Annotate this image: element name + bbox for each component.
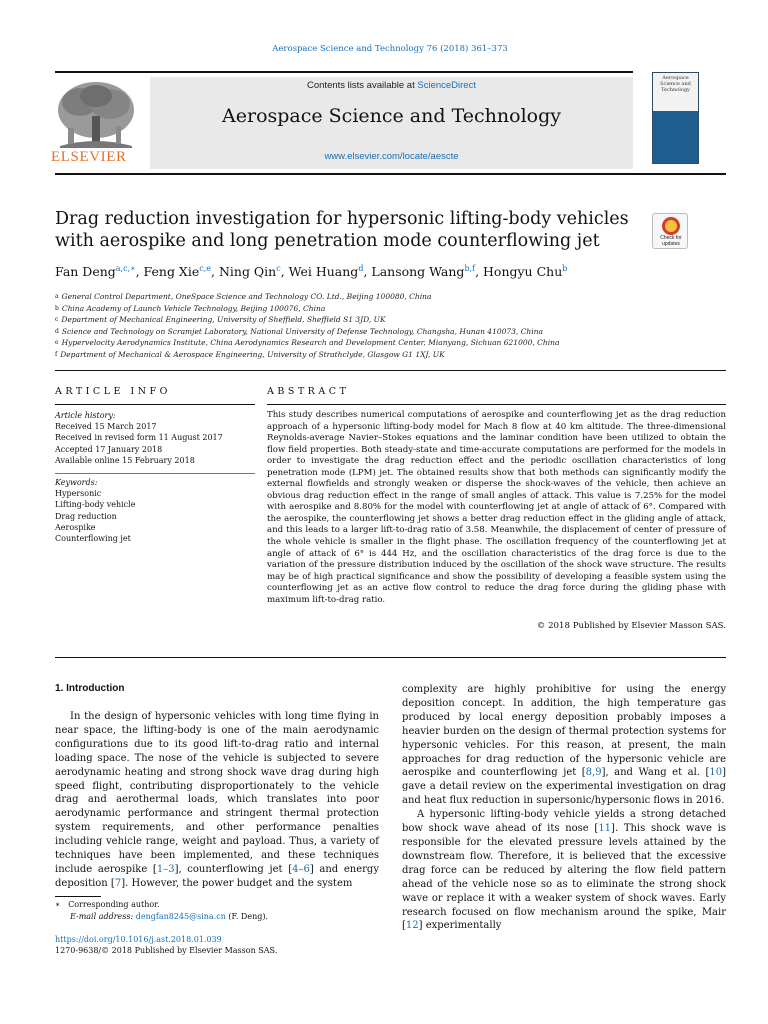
affiliation-text: General Control Department, OneSpace Science and Technology CO. Ltd., Beijing 100080, China: [61, 292, 432, 301]
intro-text: ], counterflowing jet [: [174, 863, 293, 875]
author-name[interactable]: Ning Qin: [218, 264, 277, 280]
keyword-item: Hypersonic: [55, 489, 102, 499]
citation-link[interactable]: 10: [709, 767, 723, 779]
keyword-item: Counterflowing jet: [55, 534, 131, 544]
contents-available-line: [150, 80, 633, 91]
citation-link[interactable]: 4–6: [292, 863, 310, 875]
history-label: Article history:: [55, 411, 116, 420]
citation-link[interactable]: 11: [598, 823, 612, 835]
intro-text: ]. However, the power budget and the system: [121, 877, 353, 889]
article-history: [55, 410, 255, 466]
history-divider: [55, 473, 255, 474]
intro-right-column: [402, 683, 726, 933]
keyword-item: Aerospike: [55, 522, 96, 532]
author-affil-marker[interactable]: d: [358, 264, 364, 273]
abstract-copyright: © 2018 Published by Elsevier Masson SAS.: [536, 621, 726, 631]
affiliation-item: [55, 337, 559, 349]
history-item: Received in revised form 11 August 2017: [55, 433, 223, 443]
author-list: [55, 264, 567, 279]
footnote-star: ∗: [55, 900, 61, 909]
author-name[interactable]: Wei Huang: [288, 264, 359, 280]
affiliation-item: [55, 303, 559, 315]
citation-link[interactable]: 7: [114, 877, 122, 889]
affiliation-label: c: [55, 316, 59, 324]
keywords: [55, 477, 255, 544]
affiliation-item: [55, 326, 559, 338]
issn-copyright: 1270-9638/© 2018 Published by Elsevier Masson SAS.: [55, 946, 278, 955]
journal-citation[interactable]: Aerospace Science and Technology 76 (2018) 361–373: [272, 44, 508, 54]
author-affil-marker[interactable]: c,e: [199, 264, 211, 273]
intro-paragraph: [402, 808, 726, 933]
author-affil-marker[interactable]: b,f: [464, 264, 476, 273]
history-item: Accepted 17 January 2018: [55, 444, 163, 454]
intro-text: ]. This shock wave is responsible for the elevated pressure levels attained by the downstream flow. Therefore, it is believed that the excessive drag force can be reduced by altering the flow field pattern ahead of the vehicle nose so as to eliminate the strong shock wave or replace it with a weaker system of shock waves. Early research focused on flow mechanism around the spike, Mair [: [402, 823, 726, 932]
affiliation-item: [55, 291, 559, 303]
affiliation-list: [55, 291, 559, 361]
section-heading-introduction: 1. Introduction: [55, 683, 125, 694]
footnote-corresponding: Corresponding author.: [68, 900, 160, 909]
article-info-underline: [55, 404, 255, 405]
affiliation-label: e: [55, 339, 59, 347]
affiliation-label: f: [55, 350, 58, 358]
sciencedirect-link[interactable]: ScienceDirect: [417, 80, 476, 91]
keyword-item: Lifting-body vehicle: [55, 500, 136, 510]
intro-text: ] and energy deposition [: [55, 863, 379, 889]
abstract-body: This study describes numerical computations of aerospike and counterflowing jet as the drag reduction approach of a hypersonic lifting-body model for Mach 8 flow at 40 km altitude. The three-dimensional Reynolds-average Navier–Stokes equations and the laminar condition have been utilized to obtain the flow field properties. Both steady-state and time-accurate computations are performed for the models in order to investigate the drag reduction effect and the periodic oscillation characteristics of long penetration mode (LPM) jet. The obtained results show that both methods can significantly modify the external flowfields and strongly weaken or disperse the shock-waves of the vehicle, then achieve an obvious drag reduction effect in the range of small angles of attack. This value is 7.25% for the model with aerospike and 8.80% for the model with counterflowing jet at angle of attack of 6°. Compared with the aerospike, the counterflowing jet shows a better drag reduction effect in the gliding angle of attack, and this leads to a larger lift-to-drag ratio of 3.58. Meanwhile, the displacement of center of pressure of the whole vehicle is smaller in the flight phase. The oscillation frequency of the counterflowing jet at angle of attack of 6° is 444 Hz, and the oscillation characteristics of the drag force is due to the variation of the pressure distribution induced by the oscillation of the shock wave structure. The results may be of high practical significance and show the possibility of developing a feasible system using the counterflowing jet as an active flow control to reduce the drag force during the gliding phase with maximum lift-to-drag ratio.: [267, 410, 726, 605]
keywords-label: Keywords:: [55, 478, 98, 487]
intro-text: In the design of hypersonic vehicles with long time flying in near space, the lifting-body is one of the main aerodynamic configurations due to its good lift-to-drag ratio and internal loading space. The nose of the vehicle is subjected to severe aerodynamic heating and strong shock wave drag during high speed flight, contributing disproportionately to the vehicle drag and aerothermal loads, which translates into poor aerodynamic performance and stringent thermal protection system requirements, and other performance penalties including vehicle range, weight and payload. Thus, a variety of techniques have been implemented, and these techniques include aerospike [: [55, 711, 379, 875]
author-name[interactable]: Feng Xie: [143, 264, 200, 280]
author-affil-marker[interactable]: a,c,∗: [115, 264, 136, 273]
intro-text: ] gave a detail review on the experimental investigation on drag and heat flux reduction in supersonic/hypersonic flows in 2016.: [402, 767, 726, 807]
footnote-line: [55, 899, 268, 911]
check-for-updates-badge[interactable]: [652, 213, 688, 249]
keyword-item: Drag reduction: [55, 511, 117, 521]
author-name[interactable]: Fan Deng: [55, 264, 116, 280]
author-separator: ,: [363, 264, 372, 280]
author-name[interactable]: Lansong Wang: [371, 264, 465, 280]
affiliation-label: b: [55, 304, 59, 312]
author-affil-marker[interactable]: c: [276, 264, 281, 273]
intro-paragraph: [402, 683, 726, 808]
affiliation-label: a: [55, 293, 59, 300]
citation-link[interactable]: 12: [405, 920, 419, 932]
author-affil-marker[interactable]: b: [562, 264, 568, 273]
article-info-heading: ARTICLE INFO: [55, 386, 171, 397]
paper-title: Drag reduction investigation for hypersonic lifting-body vehicles with aerospike and long penetration mode counterflowing jet: [55, 209, 629, 251]
affiliation-item: [55, 349, 559, 361]
author-name[interactable]: Hongyu Chu: [483, 264, 563, 280]
check-updates-label: Check for updates: [660, 235, 682, 247]
affiliation-text: Department of Mechanical & Aerospace Engineering, University of Strathclyde, Glasgow G1 1XJ, UK: [60, 349, 445, 359]
journal-url-link[interactable]: www.elsevier.com/locate/aescte: [324, 151, 459, 162]
history-item: Available online 15 February 2018: [55, 455, 195, 465]
author-separator: ,: [280, 264, 289, 280]
affiliation-label: d: [55, 327, 59, 335]
cover-title: Aerospace Science and Technology: [660, 75, 691, 93]
footnote-rule: [55, 896, 101, 897]
intro-text: A hypersonic lifting-body vehicle yields a strong detached bow shock wave ahead of its nose [: [402, 809, 726, 835]
footnote-email-label: E-mail address:: [70, 912, 136, 921]
intro-left-column: [55, 710, 379, 891]
corresponding-author-footnote: [55, 899, 268, 923]
journal-name: Aerospace Science and Technology: [222, 105, 561, 127]
citation-link[interactable]: 1–3: [156, 863, 175, 875]
intro-text: ] experimentally: [418, 920, 502, 932]
contents-prefix: Contents lists available at: [307, 80, 418, 91]
doi-link[interactable]: https://doi.org/10.1016/j.ast.2018.01.039: [55, 935, 222, 944]
header-bottom-rule: [55, 173, 726, 175]
abstract-bottom-rule: [55, 657, 726, 658]
abstract-heading: ABSTRACT: [267, 386, 350, 397]
abstract-underline: [267, 404, 726, 405]
affiliation-item: [55, 314, 559, 326]
affiliation-text: Hypervelocity Aerodynamics Institute, China Aerodynamics Research and Development Center, Mianyang, Sichuan 621000, China: [61, 338, 560, 348]
history-item: Received 15 March 2017: [55, 422, 157, 432]
author-separator: ,: [211, 264, 219, 280]
elsevier-wordmark: ELSEVIER: [51, 149, 127, 165]
intro-text: ], and Wang et al. [: [601, 767, 710, 779]
intro-text: complexity are highly prohibitive for using the energy deposition concept. In addition, the high temperature gas produced by local energy deposition probably imposes a heavier burden on the design of thermal protection systems for hypersonic vehicles. For this reason, at present, the main approaches for drag reduction of the hypersonic vehicle are aerospike and counterflowing jet [: [402, 684, 726, 779]
check-updates-icon: [662, 217, 680, 235]
affiliation-text: China Academy of Launch Vehicle Technology, Beijing 100076, China: [61, 303, 326, 313]
affiliation-text: Department of Mechanical Engineering, University of Sheffield, Sheffield S1 3JD, UK: [61, 315, 386, 325]
footnote-line: [55, 911, 268, 923]
affiliation-text: Science and Technology on Scramjet Laboratory, National University of Defense Technology, Changsha, Hunan 410073, China: [61, 326, 543, 336]
author-separator: ,: [475, 264, 484, 280]
info-top-rule: [55, 370, 726, 371]
footnote-email-suffix: (F. Deng).: [225, 912, 269, 921]
journal-cover-thumbnail[interactable]: [652, 72, 699, 164]
header-top-rule: [55, 71, 633, 73]
citation-link[interactable]: 8,9: [585, 767, 602, 779]
author-email-link[interactable]: dengfan8245@sina.cn: [135, 912, 226, 921]
author-separator: ,: [135, 264, 144, 280]
